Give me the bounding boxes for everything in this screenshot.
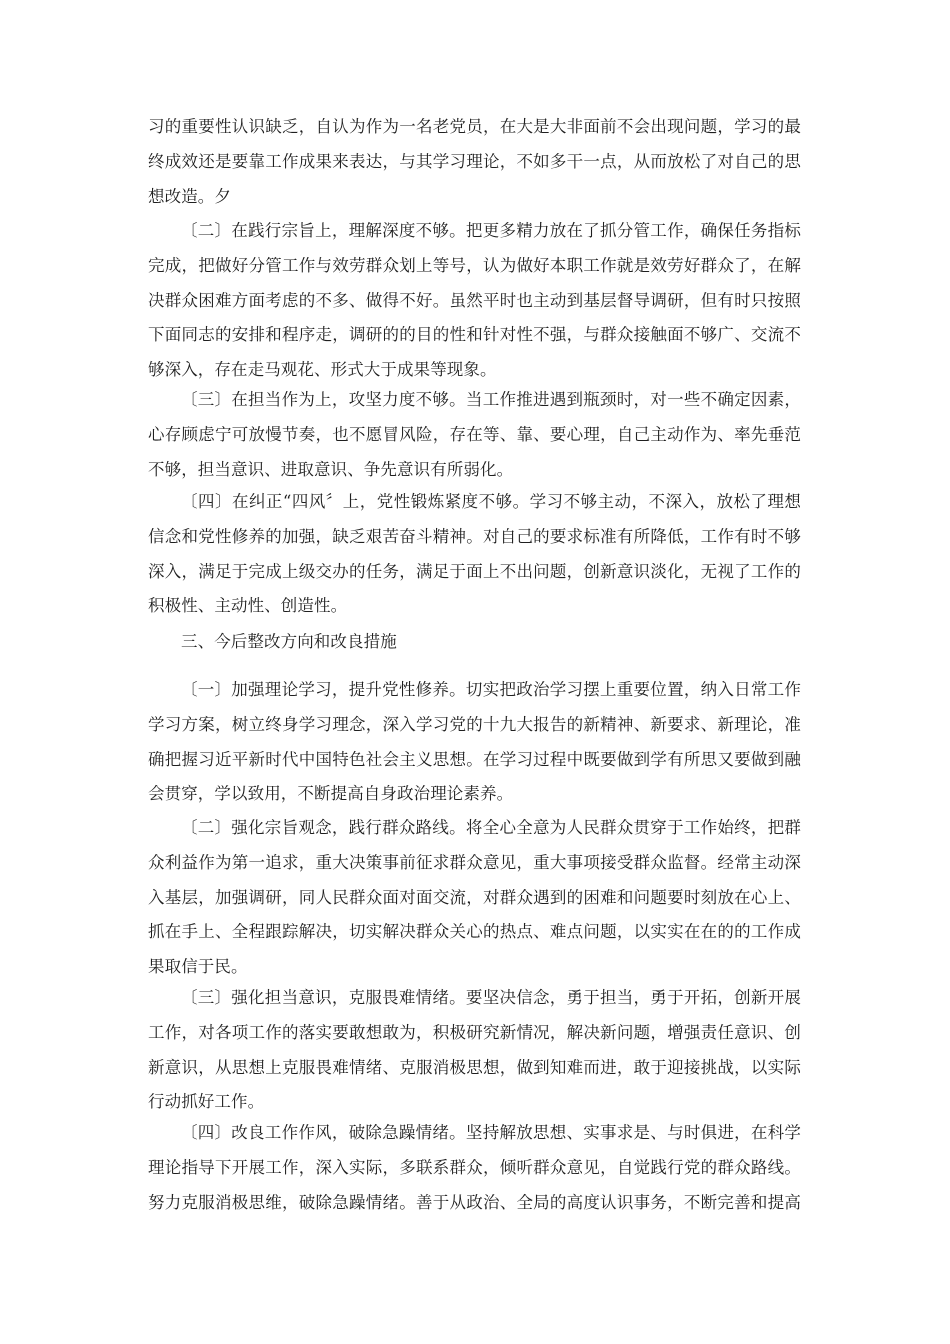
paragraph-measure-3-responsibility bbox=[148, 981, 801, 1120]
text-line: 终成效还是要靠工作成果来表达，与其学习理论，不如多干一点，从而放松了对自己的思 bbox=[148, 151, 801, 171]
text-line: 工作，对各项工作的落实要敢想敢为，积极研究新情况，解决新问题，增强责任意识、创 bbox=[148, 1022, 801, 1042]
paragraph-section-4-four-styles bbox=[148, 485, 801, 624]
text-line: 确把握习近平新时代中国特色社会主义思想。在学习过程中既要做到学有所思又要做到融 bbox=[148, 749, 801, 769]
text-line: 〔三〕强化担当意识，克服畏难情绪。要坚决信念，勇于担当，勇于开拓，创新开展 bbox=[181, 988, 801, 1007]
text-line: 心存顾虑宁可放慢节奏，也不愿冒风险，存在等、靠、要心理，自己主动作为、率先垂范 bbox=[148, 424, 801, 444]
heading-text: 三、今后整改方向和改良措施 bbox=[181, 632, 397, 651]
text-line: 〔二〕在践行宗旨上，理解深度不够。把更多精力放在了抓分管工作，确保任务指标 bbox=[181, 221, 801, 240]
text-line: 够深入，存在走马观花、形式大于成果等现象。 bbox=[148, 360, 497, 380]
text-line: 下面同志的安排和程序走，调研的的目的性和针对性不强，与群众接触面不够广、交流不 bbox=[148, 325, 801, 345]
text-line: 不够，担当意识、进取意识、争先意识有所弱化。 bbox=[148, 459, 514, 479]
paragraph-continuation bbox=[148, 110, 801, 214]
text-line: 〔三〕在担当作为上，攻坚力度不够。当工作推进遇到瓶颈时，对一些不确定因素， bbox=[181, 390, 801, 409]
text-line: 习的重要性认识缺乏，自认为作为一名老党员，在大是大非面前不会出现问题，学习的最 bbox=[148, 117, 801, 136]
text-line: 深入，满足于完成上级交办的任务，满足于面上不出问题，创新意识淡化，无视了工作的 bbox=[148, 561, 801, 581]
text-line: 想改造。夕 bbox=[148, 186, 231, 206]
text-line: 入基层，加强调研，同人民群众面对面交流，对群众遇到的困难和问题要时刻放在心上、 bbox=[148, 887, 801, 907]
paragraph-section-2-purpose bbox=[148, 214, 801, 388]
text-line: 〔一〕加强理论学习，提升党性修养。切实把政治学习摆上重要位置，纳入日常工作 bbox=[181, 680, 801, 699]
paragraph-measure-4-work-style bbox=[148, 1116, 801, 1220]
text-line: 信念和党性修养的加强，缺乏艰苦奋斗精神。对自己的要求标准有所降低，工作有时不够 bbox=[148, 526, 801, 546]
text-line: 〔四〕改良工作作风，破除急躁情绪。坚持解放思想、实事求是、与时俱进，在科学 bbox=[181, 1123, 801, 1142]
section-heading bbox=[148, 625, 801, 660]
text-line: 学习方案，树立终身学习理念，深入学习党的十九大报告的新精神、新要求、新理论，准 bbox=[148, 714, 801, 734]
text-line: 会贯穿，学以致用，不断提高自身政治理论素养。 bbox=[148, 784, 514, 804]
text-line: 完成，把做好分管工作与效劳群众划上等号，认为做好本职工作就是效劳好群众了，在解 bbox=[148, 255, 801, 275]
text-line: 行动抓好工作。 bbox=[148, 1092, 265, 1112]
paragraph-measure-1-theory bbox=[148, 673, 801, 812]
text-line: 积极性、主动性、创造性。 bbox=[148, 596, 348, 616]
paragraph-section-3-responsibility bbox=[148, 383, 801, 487]
paragraph-measure-2-mass-line bbox=[148, 811, 801, 985]
text-line: 众利益作为第一追求，重大决策事前征求群众意见，重大事项接受群众监督。经常主动深 bbox=[148, 852, 801, 872]
text-line: 〔四〕在纠正“四风〞上，党性锻炼紧度不够。学习不够主动，不深入，放松了理想 bbox=[181, 492, 801, 511]
text-line: 果取信于民。 bbox=[148, 957, 248, 977]
text-line: 〔二〕强化宗旨观念，践行群众路线。将全心全意为人民群众贯穿于工作始终，把群 bbox=[181, 818, 801, 837]
text-line: 新意识，从思想上克服畏难情绪、克服消极思想，做到知难而进，敢于迎接挑战，以实际 bbox=[148, 1057, 801, 1077]
text-line: 理论指导下开展工作，深入实际，多联系群众，倾听群众意见，自觉践行党的群众路线。 bbox=[148, 1157, 801, 1177]
text-line: 抓在手上、全程跟踪解决，切实解决群众关心的热点、难点问题，以实实在在的的工作成 bbox=[148, 922, 801, 942]
text-line: 决群众困难方面考虑的不多、做得不好。虽然平时也主动到基层督导调研，但有时只按照 bbox=[148, 290, 801, 310]
text-line: 努力克服消极思维，破除急躁情绪。善于从政治、全局的高度认识事务，不断完善和提高 bbox=[148, 1192, 801, 1212]
